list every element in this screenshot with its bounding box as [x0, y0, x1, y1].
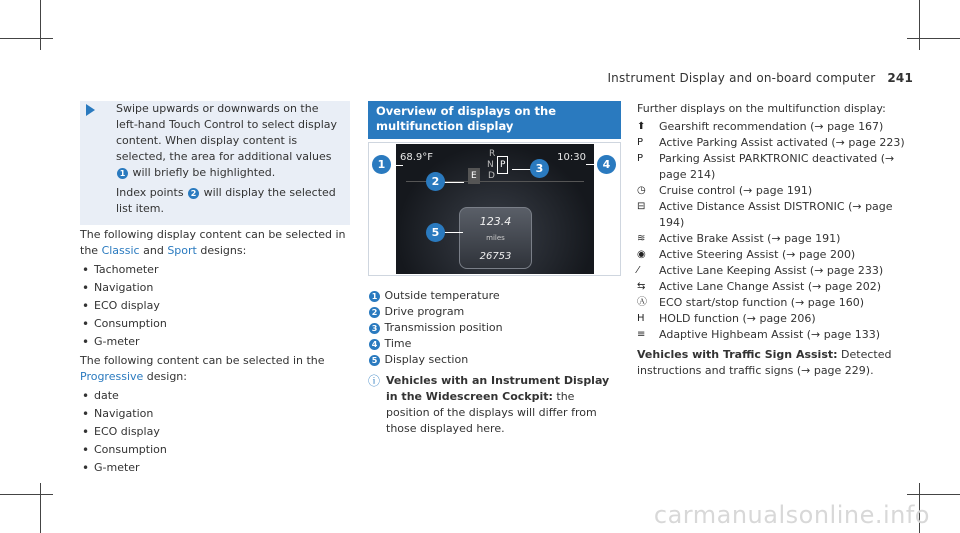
eco-start-stop-icon: Ⓐ [637, 297, 647, 308]
traffic-sign-title: Vehicles with Traffic Sign Assist: [637, 348, 838, 361]
callout-4-icon: 4 [597, 155, 616, 174]
lane-change-icon: ⇆ [637, 281, 646, 292]
trip-unit: miles [486, 234, 505, 242]
callout-5-icon: 5 [369, 355, 380, 366]
link-classic[interactable]: Classic [101, 244, 140, 257]
list-item: P Parking Assist PARKTRONIC deactivated (→ page 214) [637, 152, 895, 181]
figure-legend [368, 288, 621, 368]
parking-assist-icon: P [637, 137, 644, 148]
legend-item: 1 Outside temperature [368, 288, 621, 304]
list-item: • date [80, 387, 350, 405]
parktronic-off-icon: P [637, 153, 644, 164]
header-title: Instrument Display and on-board computer [607, 71, 876, 85]
lane-keeping-icon: ⁄ [637, 265, 639, 276]
page-number: 241 [887, 71, 913, 85]
gear-p: P [497, 156, 508, 174]
note-title: Vehicles with an Instrument Display in the Widescreen Cockpit: [386, 374, 610, 403]
callout-1-icon: 1 [117, 168, 128, 179]
crop-mark [40, 0, 41, 50]
callout-line [443, 232, 463, 233]
list-item: ⁄ Active Lane Keeping Assist (→ page 233) [637, 264, 884, 277]
column-right [637, 101, 917, 379]
legend-item: 2 Drive program [368, 304, 621, 320]
list-item: • G-meter [80, 459, 350, 477]
list-item: ◷ Cruise control (→ page 191) [637, 184, 813, 197]
intro-text: Further displays on the multifunction display: [637, 102, 886, 115]
list-item: • Tachometer [80, 261, 350, 279]
distance-assist-icon: ⊟ [637, 201, 646, 212]
gear-r: R [489, 149, 496, 159]
hold-icon: H [637, 313, 645, 324]
list-progressive [80, 387, 350, 477]
highbeam-assist-icon: ≡ [637, 329, 646, 340]
tip-text-2: Index points 2 will display the selected list item. [116, 186, 336, 215]
column-middle [368, 101, 621, 437]
callout-1-icon: 1 [369, 291, 380, 302]
odometer-total: 26753 [479, 251, 512, 262]
gear-n: N [487, 160, 494, 170]
list-item: P Active Parking Assist activated (→ page 223) [637, 136, 905, 149]
legend-item: 3 Transmission position [368, 320, 621, 336]
note [368, 373, 621, 437]
crop-mark [0, 494, 53, 495]
outside-temp: 68.9°F [400, 152, 434, 163]
list-item: • Consumption [80, 315, 350, 333]
callout-5-icon: 5 [426, 223, 445, 242]
list-item: ◉ Active Steering Assist (→ page 200) [637, 248, 856, 261]
paragraph-classic-sport: The following display content can be selected in the Classic and Sport designs: [80, 228, 346, 257]
brake-assist-icon: ≋ [637, 233, 646, 244]
traffic-sign-paragraph [637, 347, 917, 379]
legend-item: 5 Display section [368, 352, 621, 368]
tip-box [80, 101, 350, 225]
callout-2-icon: 2 [188, 188, 199, 199]
link-sport[interactable]: Sport [167, 244, 197, 257]
trip-value: 123.4 [479, 215, 512, 228]
column-left [80, 101, 350, 479]
callout-3-icon: 3 [530, 159, 549, 178]
display-figure [368, 142, 621, 276]
list-item: • Navigation [80, 405, 350, 423]
section-title: Overview of displays on the multifunction display [368, 101, 621, 139]
gear-d: D [488, 171, 495, 181]
page-header [607, 71, 913, 85]
display-section [459, 207, 532, 269]
list-classic-sport [80, 261, 350, 351]
list-item: • Navigation [80, 279, 350, 297]
callout-1-icon: 1 [372, 155, 391, 174]
info-icon: ⓘ [368, 374, 381, 388]
callout-2-icon: 2 [426, 172, 445, 191]
list-item: • ECO display [80, 423, 350, 441]
callout-line [389, 165, 403, 166]
clock-time: 10:30 [557, 152, 586, 163]
drive-program: E [468, 168, 480, 184]
list-item: ≋ Active Brake Assist (→ page 191) [637, 232, 841, 245]
watermark: carmanualsonline.info [653, 501, 930, 529]
list-item: • ECO display [80, 297, 350, 315]
steering-assist-icon: ◉ [637, 249, 646, 260]
callout-3-icon: 3 [369, 323, 380, 334]
list-item: • G-meter [80, 333, 350, 351]
paragraph-progressive: The following content can be selected in the Progressive design: [80, 354, 325, 383]
list-item: H HOLD function (→ page 206) [637, 312, 816, 325]
list-item: ⊟ Active Distance Assist DISTRONIC (→ page 194) [637, 200, 893, 229]
tip-text-1: Swipe upwards or downwards on the left-hand Touch Control to select display content. When display content is selected, the area for additional values 1 will briefly be highlighted. [116, 102, 338, 179]
crop-mark [40, 483, 41, 533]
list-item: • Consumption [80, 441, 350, 459]
crop-mark [907, 38, 960, 39]
crop-mark [907, 494, 960, 495]
callout-4-icon: 4 [369, 339, 380, 350]
cruise-control-icon: ◷ [637, 185, 646, 196]
list-item: Ⓐ ECO start/stop function (→ page 160) [637, 296, 865, 309]
crop-mark [919, 0, 920, 50]
gearshift-icon: ⬆ [637, 121, 646, 132]
multifunction-display-screen [396, 144, 594, 274]
legend-item: 4 Time [368, 336, 621, 352]
list-item: ⇆ Active Lane Change Assist (→ page 202) [637, 280, 882, 293]
crop-mark [0, 38, 53, 39]
link-progressive[interactable]: Progressive [80, 370, 144, 383]
callout-line [442, 182, 464, 183]
list-item: ⬆ Gearshift recommendation (→ page 167) [637, 120, 884, 133]
tip-arrow-icon [86, 104, 95, 116]
list-item: ≡ Adaptive Highbeam Assist (→ page 133) [637, 328, 881, 341]
traffic-sign-text: Detected instructions and traffic signs (→ page 229). [637, 348, 892, 377]
callout-2-icon: 2 [369, 307, 380, 318]
note-text: the position of the displays will differ from those displayed here. [386, 390, 597, 435]
